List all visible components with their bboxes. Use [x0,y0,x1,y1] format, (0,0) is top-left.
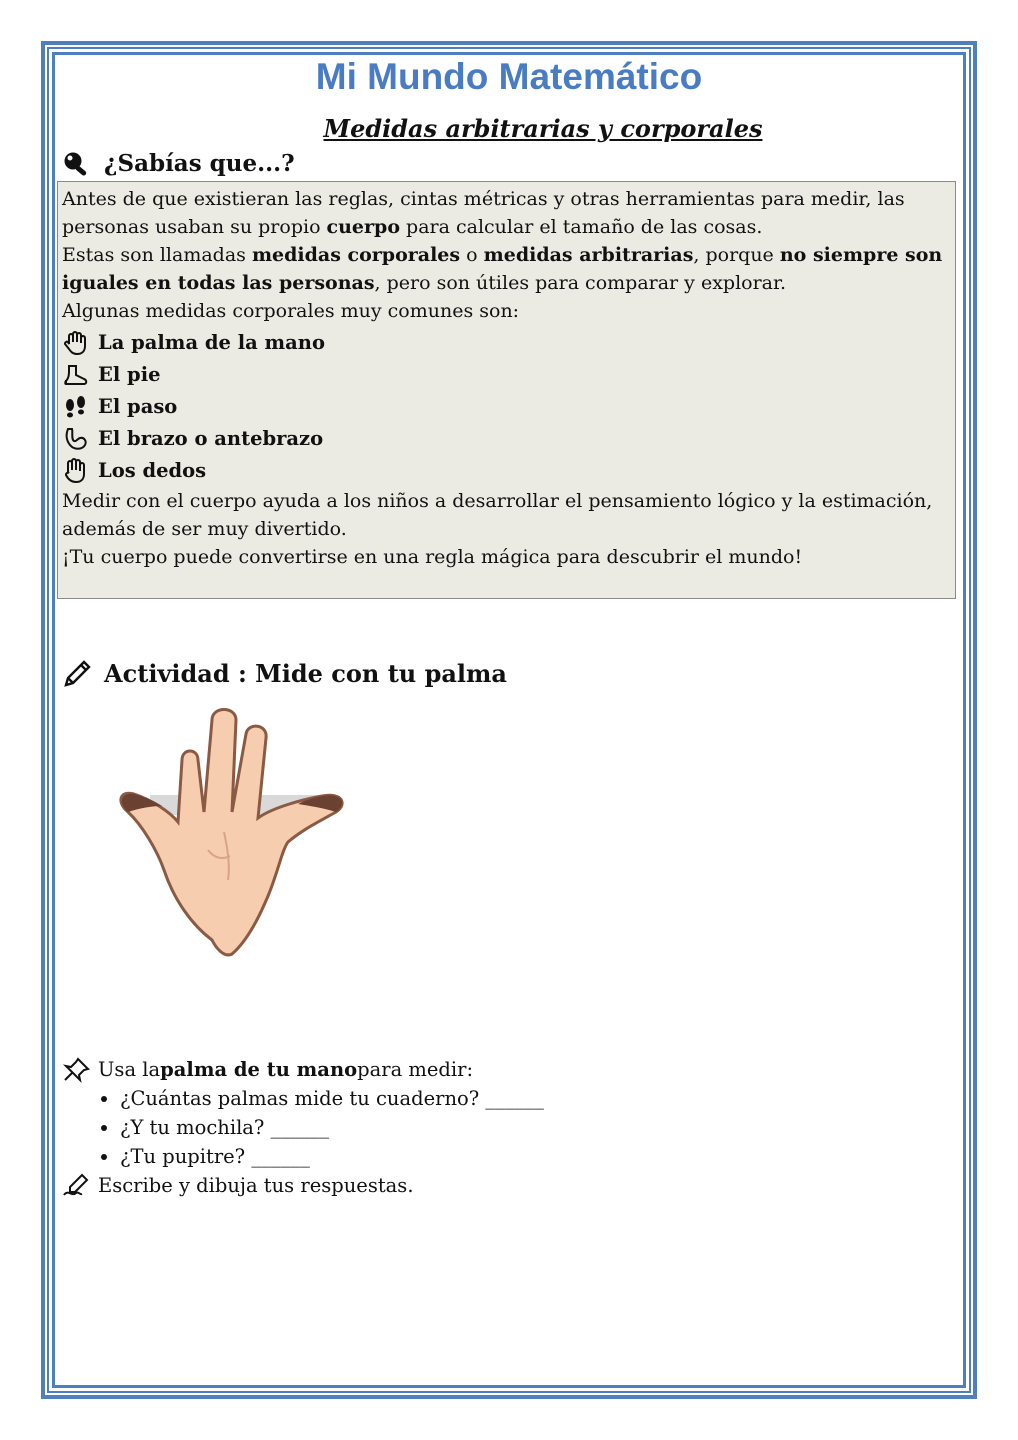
list-item: El paso [62,391,951,423]
magnifier-icon [62,151,92,177]
info-paragraph-5: ¡Tu cuerpo puede convertirse en una regla mágica para descubrir el mundo! [62,546,803,568]
list-item: El brazo o antebrazo [62,423,951,455]
body-measures-list [62,327,951,487]
list-item: La palma de la mano [62,327,951,359]
question-item: • ¿Cuántas palmas mide tu cuaderno? ______ [120,1084,544,1113]
activity-heading-text: Actividad : Mide con tu palma [104,658,507,688]
pencil-icon [62,657,94,689]
list-item: Los dedos [62,455,951,487]
activity-heading [62,657,507,689]
foot-icon [62,362,90,388]
questions-list [62,1084,544,1171]
writing-hand-icon [62,1173,90,1199]
question-item: • ¿Tu pupitre? ______ [120,1142,544,1171]
fingers-hand-icon [62,458,90,484]
pushpin-icon [62,1057,90,1083]
info-paragraph-2: Estas son llamadas medidas corporales o medidas arbitrarias, porque no siempre son iguales en todas las personas, pero son útiles para comparar y explorar. [62,244,943,294]
info-paragraph-1: Antes de que existieran las reglas, cintas métricas y otras herramientas para medir, las personas usaban su propio cuerpo para calcular el tamaño de las cosas. [62,188,905,238]
page-title: Mi Mundo Matemático [315,56,703,97]
info-box [57,181,956,599]
page-subtitle: Medidas arbitrarias y corporales [323,114,763,143]
question-item: • ¿Y tu mochila? ______ [120,1113,544,1142]
list-item: El pie [62,359,951,391]
arm-icon [62,426,90,452]
raised-hand-icon [62,330,90,356]
section-heading-text: ¿Sabías que...? [104,150,295,177]
section-heading [62,150,295,177]
instructions-closing: Escribe y dibuja tus respuestas. [62,1171,544,1200]
info-paragraph-4: Medir con el cuerpo ayuda a los niños a desarrollar el pensamiento lógico y la estimación, además de ser muy divertido. [62,490,933,540]
instructions-lead: Usa la palma de tu mano para medir: [62,1055,544,1084]
instructions [62,1055,544,1200]
footprints-icon [62,394,90,420]
info-paragraph-3: Algunas medidas corporales muy comunes son: [62,300,520,322]
hand-measuring-illustration [112,700,352,962]
